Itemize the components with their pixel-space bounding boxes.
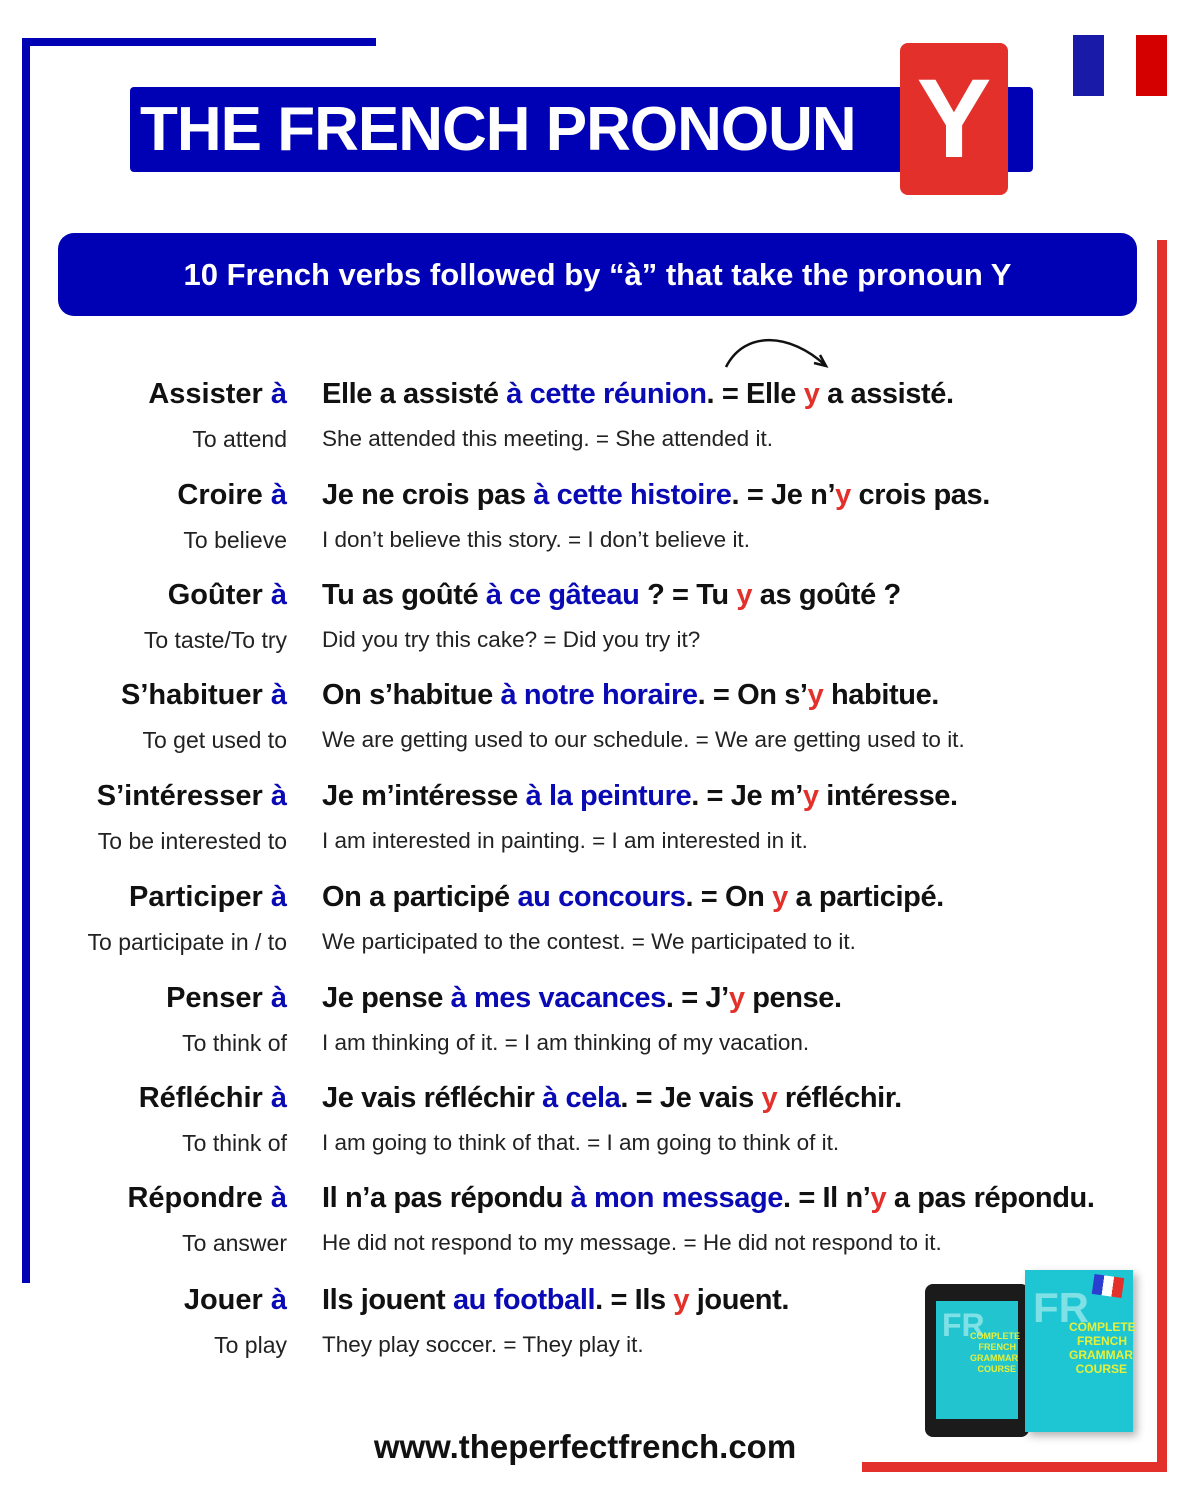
preposition-a: à	[270, 1082, 287, 1114]
example-text: Ils jouent	[322, 1284, 453, 1316]
verb-translation: To answer	[182, 1230, 287, 1256]
example-text: Je vais réfléchir	[322, 1082, 543, 1114]
preposition-a: à	[270, 579, 287, 611]
example-text: Tu as goûté	[322, 579, 486, 611]
book-flag-icon	[1092, 1274, 1124, 1298]
pronoun-y: y	[807, 679, 824, 711]
example-text: ? = Tu	[639, 579, 737, 611]
book-mockup	[1025, 1270, 1136, 1432]
example-text: Il n’a pas répondu	[322, 1182, 571, 1214]
verb-label: S’intéresser	[96, 780, 271, 812]
verb-label: Croire	[177, 479, 271, 511]
complement-phrase: à cette histoire	[533, 479, 732, 511]
complement-phrase: à cette réunion	[506, 378, 707, 410]
blue-frame-top	[26, 38, 376, 46]
example-text: . = On	[685, 881, 773, 913]
verb-label: Répondre	[127, 1182, 271, 1214]
english-example: She attended this meeting. = She attended it.	[322, 426, 773, 451]
english-example: He did not respond to my message. = He did not respond to it.	[322, 1230, 942, 1255]
verb-infinitive	[97, 780, 287, 813]
french-example	[322, 479, 990, 512]
complement-phrase: à mon message	[570, 1182, 784, 1214]
subtitle-banner: 10 French verbs followed by “à” that take the pronoun Y	[58, 233, 1137, 316]
tablet-book-title: COMPLETE FRENCH GRAMMAR COURSE	[970, 1331, 1021, 1374]
complement-phrase: à la peinture	[525, 780, 692, 812]
verb-label: Participer	[129, 881, 271, 913]
english-example: I don’t believe this story. = I don’t believe it.	[322, 527, 750, 552]
english-example: I am interested in painting. = I am interested in it.	[322, 828, 808, 853]
english-example: They play soccer. = They play it.	[322, 1332, 644, 1357]
pronoun-y: y	[728, 982, 745, 1014]
pronoun-y: y	[772, 881, 788, 913]
verb-label: S’habituer	[121, 679, 271, 711]
example-text: . = Je vais	[620, 1082, 762, 1114]
verb-translation: To think of	[182, 1130, 287, 1156]
preposition-a: à	[270, 982, 287, 1014]
example-text: . = Il n’	[783, 1182, 871, 1214]
example-text: a participé.	[787, 881, 944, 913]
verb-translation: To taste/To try	[143, 627, 287, 653]
french-example	[322, 881, 944, 914]
flag-red-stripe	[1136, 35, 1167, 96]
english-example: Did you try this cake? = Did you try it?	[322, 627, 701, 652]
pronoun-y: y	[673, 1284, 690, 1316]
red-frame-right	[1157, 240, 1167, 1472]
example-text: a assisté.	[819, 378, 954, 410]
preposition-a: à	[270, 881, 287, 913]
tablet-book-logo: FR	[942, 1307, 985, 1343]
verb-infinitive	[139, 1082, 287, 1115]
verb-infinitive	[129, 881, 287, 914]
preposition-a: à	[270, 679, 287, 711]
website-url[interactable]: www.theperfectfrench.com	[373, 1428, 797, 1465]
example-text: On s’habitue	[322, 679, 501, 711]
pronoun-y: y	[803, 378, 820, 410]
pronoun-y: y	[736, 579, 753, 611]
verb-translation: To participate in / to	[87, 929, 287, 955]
flag-blue-stripe	[1073, 35, 1104, 96]
example-text: On a participé	[322, 881, 518, 913]
complement-phrase: au football	[452, 1284, 596, 1316]
english-example: We are getting used to our schedule. = We are getting used to it.	[322, 727, 965, 752]
verb-infinitive	[121, 679, 287, 712]
french-example	[322, 1082, 902, 1115]
tablet-mockup	[925, 1284, 1029, 1437]
preposition-a: à	[270, 1284, 287, 1316]
verb-infinitive	[177, 479, 287, 512]
complement-phrase: au concours	[517, 881, 686, 913]
preposition-a: à	[270, 378, 287, 410]
book-promo-image	[925, 1262, 1145, 1442]
pronoun-y: y	[761, 1082, 778, 1114]
verb-infinitive	[148, 378, 287, 411]
example-text: jouent.	[689, 1284, 790, 1316]
example-text: Je pense	[322, 982, 451, 1014]
book-title: COMPLETE FRENCH GRAMMAR COURSE	[1069, 1320, 1136, 1376]
example-text: as goûté ?	[752, 579, 901, 611]
example-text: réfléchir.	[777, 1082, 902, 1114]
verb-label: Goûter	[167, 579, 271, 611]
french-example	[322, 378, 954, 411]
verb-infinitive	[127, 1182, 287, 1215]
english-example: I am thinking of it. = I am thinking of my vacation.	[322, 1030, 810, 1055]
example-text: . = Elle	[706, 378, 804, 410]
example-text: . = Ils	[595, 1284, 674, 1316]
example-text: . = J’	[665, 982, 729, 1014]
example-text: Elle a assisté	[322, 378, 507, 410]
verb-translation: To attend	[192, 426, 287, 452]
verb-label: Penser	[166, 982, 271, 1014]
french-example	[322, 1284, 789, 1317]
complement-phrase: à ce gâteau	[485, 579, 640, 611]
verb-translation: To be interested to	[97, 828, 287, 854]
complement-phrase: à notre horaire	[500, 679, 698, 711]
title-letter-y: Y	[900, 43, 1008, 195]
pronoun-y: y	[802, 780, 819, 812]
example-text: . = On s’	[697, 679, 808, 711]
preposition-a: à	[270, 479, 287, 511]
french-example	[322, 982, 842, 1015]
french-example	[322, 579, 901, 612]
example-text: Je m’intéresse	[322, 780, 526, 812]
verb-translation: To play	[214, 1332, 287, 1358]
french-example	[322, 679, 939, 712]
verb-label: Jouer	[183, 1284, 271, 1316]
verb-infinitive	[166, 982, 287, 1015]
verb-translation: To think of	[182, 1030, 287, 1056]
blue-frame-left	[22, 38, 30, 1283]
preposition-a: à	[270, 1182, 287, 1214]
example-text: . = Je m’	[691, 780, 803, 812]
curved-arrow-icon	[720, 335, 835, 375]
verb-translation: To get used to	[142, 727, 287, 753]
example-text: Je ne crois pas	[322, 479, 534, 511]
complement-phrase: à mes vacances	[450, 982, 666, 1014]
french-example	[322, 780, 958, 813]
complement-phrase: à cela	[542, 1082, 621, 1114]
verb-infinitive	[184, 1284, 287, 1317]
book-logo: FR	[1033, 1284, 1089, 1331]
verb-label: Assister	[148, 378, 271, 410]
french-example	[322, 1182, 1095, 1215]
example-text: crois pas.	[850, 479, 990, 511]
page-title: THE FRENCH PRONOUN	[140, 95, 856, 164]
english-example: I am going to think of that. = I am going to think of it.	[322, 1130, 840, 1155]
verb-translation: To believe	[183, 527, 287, 553]
example-text: habitue.	[823, 679, 939, 711]
pronoun-y: y	[835, 479, 851, 511]
example-text: a pas répondu.	[886, 1182, 1095, 1214]
preposition-a: à	[270, 780, 287, 812]
verb-label: Réfléchir	[138, 1082, 271, 1114]
example-text: . = Je n’	[731, 479, 836, 511]
verb-infinitive	[168, 579, 287, 612]
pronoun-y: y	[870, 1182, 887, 1214]
english-example: We participated to the contest. = We participated to it.	[322, 929, 856, 954]
example-text: pense.	[744, 982, 842, 1014]
example-text: intéresse.	[818, 780, 958, 812]
